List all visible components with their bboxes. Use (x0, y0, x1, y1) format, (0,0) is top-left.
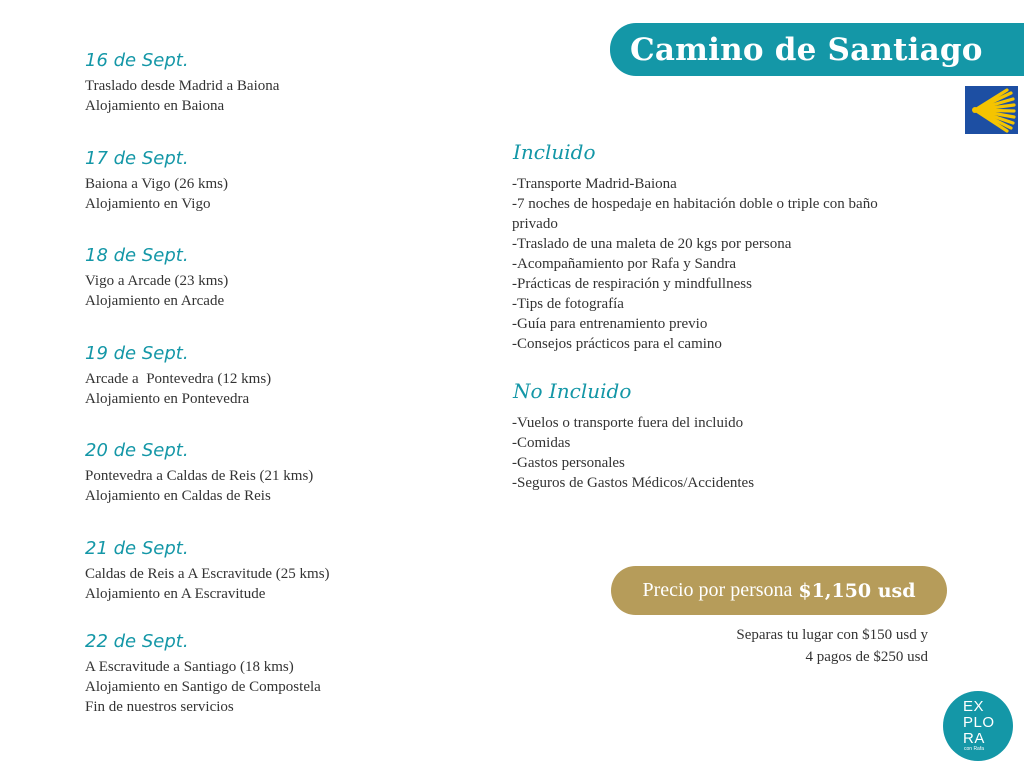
itinerary-day (85, 538, 505, 604)
list-item: -7 noches de hospedaje en habitación doble o triple con baño privado (512, 196, 878, 232)
day-date: 22 de Sept. (85, 631, 189, 652)
day-route: Baiona a Vigo (26 kms) (85, 176, 228, 192)
day-lodging: Alojamiento en Caldas de Reis (85, 488, 271, 504)
page-title: Camino de Santiago (630, 31, 983, 68)
list-item: -Vuelos o transporte fuera del incluido (512, 415, 744, 431)
day-route: Pontevedra a Caldas de Reis (21 kms) (85, 468, 314, 484)
explora-logo (943, 691, 1013, 761)
day-lodging: Alojamiento en Vigo (85, 196, 211, 212)
list-item: -Prácticas de respiración y mindfullness (512, 276, 752, 292)
included-list (512, 174, 892, 354)
day-route: Caldas de Reis a A Escravitude (25 kms) (85, 566, 330, 582)
title-banner (610, 23, 1024, 76)
logo-text-line: PLO (963, 714, 995, 731)
list-item: -Acompañamiento por Rafa y Sandra (512, 256, 737, 272)
day-date: 19 de Sept. (85, 343, 189, 364)
price-amount: $1,150 usd (798, 579, 916, 602)
day-date: 20 de Sept. (85, 440, 189, 461)
day-route: Vigo a Arcade (23 kms) (85, 273, 229, 289)
deposit-note (640, 624, 928, 668)
list-item: -Transporte Madrid-Baiona (512, 176, 677, 192)
day-route: Traslado desde Madrid a Baiona (85, 78, 280, 94)
price-label: Precio por persona (642, 579, 793, 601)
list-item: -Seguros de Gastos Médicos/Accidentes (512, 475, 755, 491)
list-item: -Guía para entrenamiento previo (512, 316, 708, 332)
day-lodging: Alojamiento en A Escravitude (85, 586, 266, 602)
itinerary-day (85, 50, 505, 116)
itinerary-day (85, 440, 505, 506)
day-lodging: Alojamiento en Baiona (85, 98, 225, 114)
not-included-heading: No Incluido (513, 379, 632, 403)
day-lodging: Alojamiento en Arcade (85, 293, 225, 309)
included-heading: Incluido (513, 140, 596, 164)
logo-text-line: RA (963, 730, 985, 747)
day-lodging: Alojamiento en Santigo de Compostela (85, 679, 321, 695)
list-item: -Comidas (512, 435, 571, 451)
deposit-line: 4 pagos de $250 usd (805, 649, 928, 665)
day-date: 16 de Sept. (85, 50, 189, 71)
day-date: 17 de Sept. (85, 148, 189, 169)
list-item: -Consejos prácticos para el camino (512, 336, 722, 352)
deposit-line: Separas tu lugar con $150 usd y (736, 627, 928, 643)
day-route: Arcade a Pontevedra (12 kms) (85, 371, 272, 387)
day-date: 21 de Sept. (85, 538, 189, 559)
list-item: -Traslado de una maleta de 20 kgs por persona (512, 236, 792, 252)
price-badge (611, 566, 947, 615)
itinerary-day (85, 148, 505, 214)
list-item: -Gastos personales (512, 455, 625, 471)
itinerary-day (85, 631, 505, 717)
day-note: Fin de nuestros servicios (85, 699, 234, 715)
itinerary-day (85, 343, 505, 409)
logo-text-line: EX (963, 698, 985, 715)
itinerary-day (85, 245, 505, 311)
scallop-shell-icon (965, 86, 1018, 134)
list-item: -Tips de fotografía (512, 296, 624, 312)
day-lodging: Alojamiento en Pontevedra (85, 391, 250, 407)
day-date: 18 de Sept. (85, 245, 189, 266)
day-route: A Escravitude a Santiago (18 kms) (85, 659, 294, 675)
not-included-list (512, 413, 892, 493)
logo-subtitle: con Rafa (964, 746, 985, 752)
